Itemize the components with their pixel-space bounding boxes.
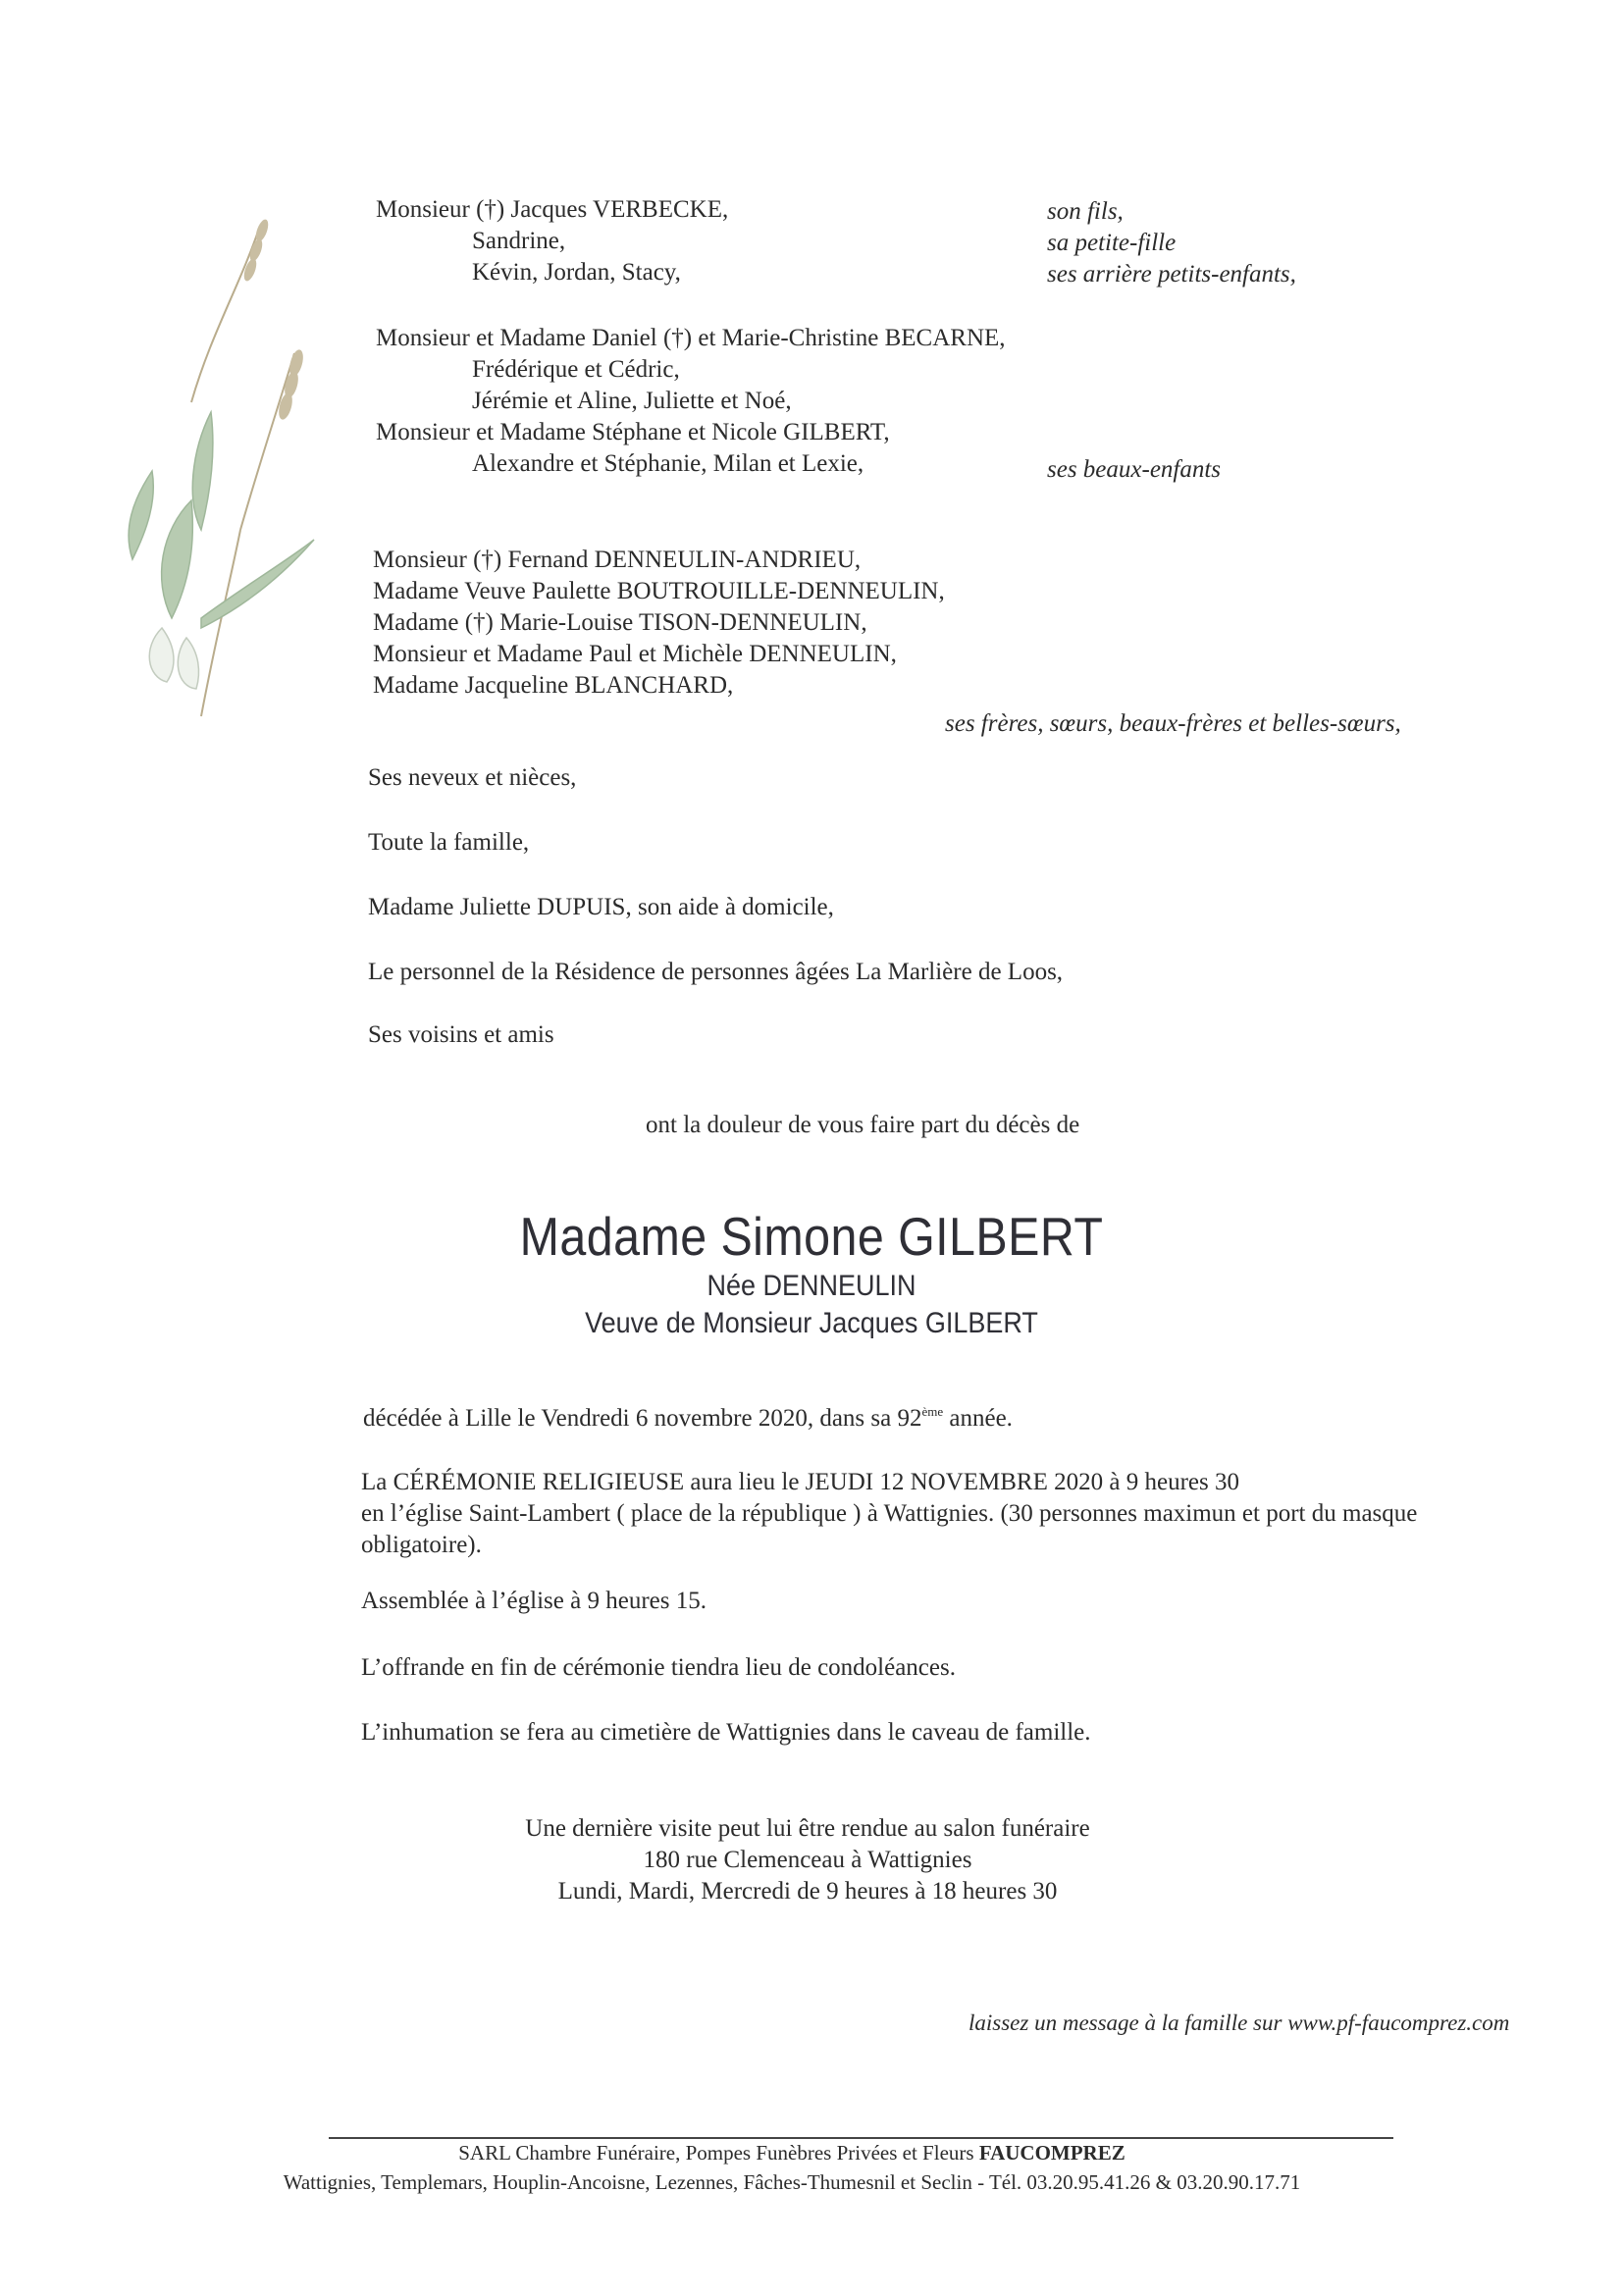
ceremony-line: en l’église Saint-Lambert ( place de la république ) à Wattignies. (30 personnes maximun et port du masque [361, 1500, 1418, 1527]
in-laws-block [376, 323, 1006, 480]
maiden-name: Née DENNEULIN [707, 1270, 916, 1302]
visit-hours: Lundi, Mardi, Mercredi de 9 heures à 18 heures 30 [557, 1878, 1058, 1905]
great-grandchildren-names: Kévin, Jordan, Stacy, [472, 259, 681, 286]
deceased-name: Madame Simone GILBERT [519, 1206, 1104, 1267]
sibling-line: Madame Veuve Paulette BOUTROUILLE-DENNEULIN, [373, 578, 945, 604]
son-roles [1047, 196, 1296, 290]
ceremony-line: La CÉRÉMONIE RELIGIEUSE aura lieu le JEUDI 12 NOVEMBRE 2020 à 9 heures 30 [361, 1469, 1239, 1495]
footer-company-text: SARL Chambre Funéraire, Pompes Funèbres Privées et Fleurs [458, 2141, 979, 2165]
nephews-nieces: Ses neveux et nièces, [368, 764, 577, 791]
ceremony-line: obligatoire). [361, 1532, 482, 1558]
death-statement [363, 1403, 1013, 1435]
death-text: décédée à Lille le Vendredi 6 novembre 2020, dans sa 92 [363, 1405, 922, 1432]
visit-line: Une dernière visite peut lui être rendue au salon funéraire [525, 1815, 1090, 1842]
deceased-block [0, 1205, 1623, 1342]
death-text-end: année. [943, 1405, 1013, 1432]
assembly-time: Assemblée à l’église à 9 heures 15. [361, 1588, 707, 1614]
role-son: son fils, [1047, 198, 1124, 225]
footer-brand: FAUCOMPREZ [978, 2141, 1126, 2165]
son-name: Monsieur (†) Jacques VERBECKE, [376, 196, 729, 223]
visit-block [0, 1813, 1619, 1907]
widow-of: Veuve de Monsieur Jacques GILBERT [585, 1307, 1038, 1339]
residence-staff: Le personnel de la Résidence de personnes âgées La Marlière de Loos, [368, 959, 1064, 985]
role-great-grandchildren: ses arrière petits-enfants, [1047, 261, 1296, 287]
visit-address: 180 rue Clemenceau à Wattignies [643, 1847, 972, 1873]
in-law-line: Frédérique et Cédric, [472, 356, 680, 383]
death-superscript: ème [921, 1404, 944, 1419]
in-law-line: Alexandre et Stéphanie, Milan et Lexie, [472, 450, 864, 477]
in-law-line: Jérémie et Aline, Juliette et Noé, [472, 388, 792, 414]
sibling-line: Monsieur et Madame Paul et Michèle DENNEULIN, [373, 641, 897, 667]
footer-company [0, 2139, 1603, 2166]
footer-locations: Wattignies, Templemars, Houplin-Ancoisne, Lezennes, Fâches-Thumesnil et Seclin - Tél. 03.20.95.41.26 & 03.20.90.17.71 [283, 2170, 1301, 2194]
sibling-line: Madame Jacqueline BLANCHARD, [373, 672, 734, 699]
floral-wheat-illustration [93, 206, 329, 756]
home-aide: Madame Juliette DUPUIS, son aide à domicile, [368, 894, 834, 920]
sibling-line: Monsieur (†) Fernand DENNEULIN-ANDRIEU, [373, 547, 862, 573]
website-message: laissez un message à la famille sur www.pf-faucomprez.com [969, 2010, 1510, 2035]
whole-family: Toute la famille, [368, 829, 530, 856]
in-law-line: Monsieur et Madame Daniel (†) et Marie-Christine BECARNE, [376, 325, 1006, 351]
granddaughter-name: Sandrine, [472, 228, 566, 254]
ceremony-block [361, 1467, 1417, 1561]
siblings-role: ses frères, sœurs, beaux-frères et belles-sœurs, [945, 710, 1401, 737]
neighbors-friends: Ses voisins et amis [368, 1021, 554, 1048]
announcement: ont la douleur de vous faire part du décès de [646, 1112, 1080, 1138]
son-block [376, 194, 728, 288]
burial-note: L’inhumation se fera au cimetière de Wattignies dans le caveau de famille. [361, 1719, 1091, 1746]
role-granddaughter: sa petite-fille [1047, 230, 1177, 256]
siblings-block [373, 545, 945, 702]
in-law-line: Monsieur et Madame Stéphane et Nicole GILBERT, [376, 419, 890, 445]
offering-note: L’offrande en fin de cérémonie tiendra lieu de condoléances. [361, 1654, 956, 1681]
sibling-line: Madame (†) Marie-Louise TISON-DENNEULIN, [373, 609, 867, 636]
in-laws-role: ses beaux-enfants [1047, 456, 1222, 483]
